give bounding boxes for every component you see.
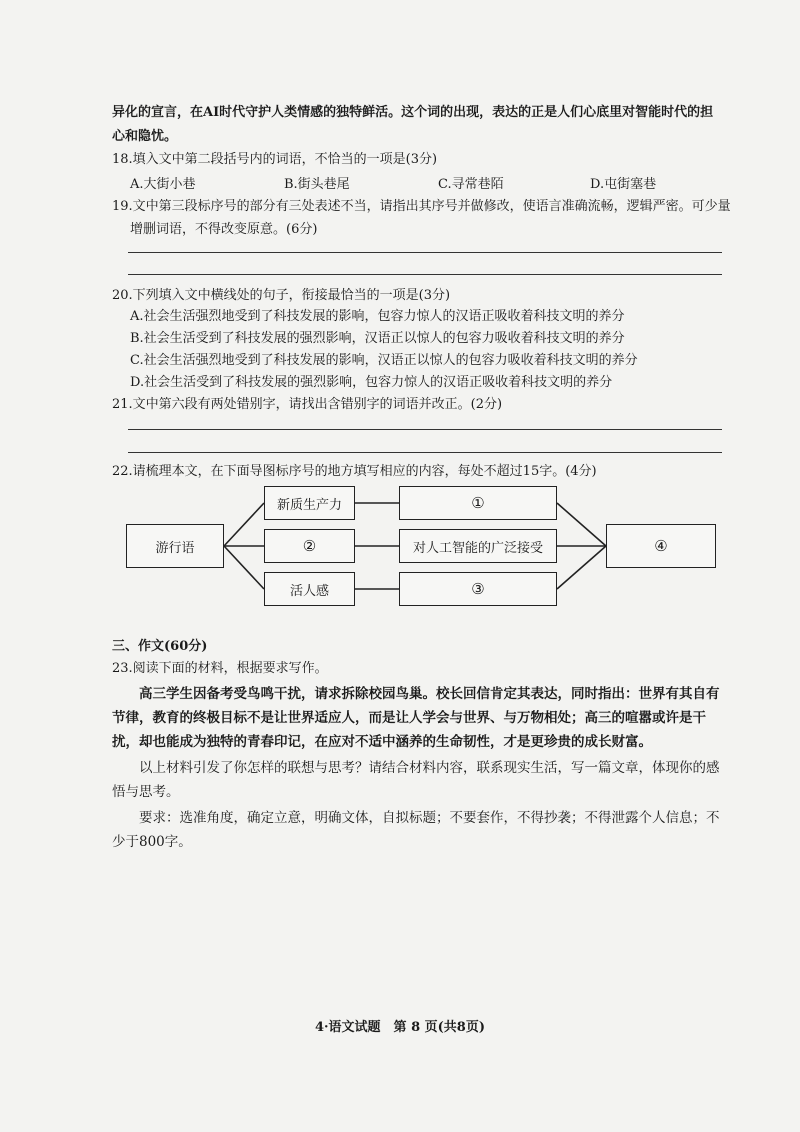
q18-option-c: C.寻常巷陌 bbox=[438, 177, 504, 192]
q23-prompt: 以上材料引发了你怎样的联想与思考？请结合材料内容，联系现实生活，写一篇文章，体现你的感悟与思考。 bbox=[112, 760, 720, 800]
diagram-root-box: 游行语 bbox=[126, 524, 224, 568]
page-footer: 4·语文试题 第 8 页(共8页) bbox=[314, 1020, 486, 1035]
section-3-heading: 三、作文(60分) bbox=[112, 639, 208, 654]
diagram-middle-box-2[interactable]: ② bbox=[264, 529, 355, 563]
q18-stem: 18.填入文中第二段括号内的词语，不恰当的一项是(3分) bbox=[112, 152, 438, 167]
q18-option-b: B.街头巷尾 bbox=[284, 177, 350, 192]
diagram-middle-box-3: 活人感 bbox=[264, 572, 355, 606]
intro-line-1: 异化的宣言，在AI时代守护人类情感的独特鲜活。这个词的出现，表达的正是人们心底里对智能时代的担 bbox=[112, 105, 714, 120]
q18-option-a: A.大街小巷 bbox=[130, 177, 196, 192]
q21-stem: 21.文中第六段有两处错别字，请找出含错别字的词语并改正。(2分) bbox=[112, 397, 503, 412]
q20-option-d: D.社会生活受到了科技发展的强烈影响，包容力惊人的汉语正吸收着科技文明的养分 bbox=[130, 375, 613, 390]
diagram-right-box-3[interactable]: ③ bbox=[399, 572, 557, 606]
q20-option-c: C.社会生活强烈地受到了科技发展的影响，汉语正以惊人的包容力吸收着科技文明的养分 bbox=[130, 353, 638, 368]
q19-line-2: 增删词语，不得改变原意。(6分) bbox=[130, 222, 318, 237]
q23-requirement: 要求：选准角度，确定立意，明确文体，自拟标题；不要套作，不得抄袭；不得泄露个人信息；不少于800字。 bbox=[112, 810, 720, 850]
diagram-right-box-1[interactable]: ① bbox=[399, 486, 557, 520]
q23-material: 高三学生因备考受鸟鸣干扰，请求拆除校园鸟巢。校长回信肯定其表达，同时指出：世界有其自有节律，教育的终极目标不是让世界适应人，而是让人学会与世界、与万物相处；高三的喧嚣或许是干扰，却也能成为独特的青春印记，在应对不适中涵养的生命韧性，才是更珍贵的成长财富。 bbox=[112, 686, 720, 750]
q23-stem: 23.阅读下面的材料，根据要求写作。 bbox=[112, 661, 328, 676]
diagram-final-box[interactable]: ④ bbox=[606, 524, 716, 568]
q19-line-1: 19.文中第三段标序号的部分有三处表述不当，请指出其序号并做修改，使语言准确流畅，逻辑严密。可少量 bbox=[112, 199, 731, 214]
q20-option-b: B.社会生活受到了科技发展的强烈影响，汉语正以惊人的包容力吸收着科技文明的养分 bbox=[130, 331, 625, 346]
intro-line-2: 心和隐忧。 bbox=[112, 129, 178, 144]
diagram-right-box-2: 对人工智能的广泛接受 bbox=[399, 529, 557, 563]
q22-stem: 22.请梳理本文，在下面导图标序号的地方填写相应的内容，每处不超过15字。(4分) bbox=[112, 464, 597, 479]
q18-option-d: D.屯街塞巷 bbox=[590, 177, 657, 192]
q20-stem: 20.下列填入文中横线处的句子，衔接最恰当的一项是(3分) bbox=[112, 288, 451, 303]
q20-option-a: A.社会生活强烈地受到了科技发展的影响，包容力惊人的汉语正吸收着科技文明的养分 bbox=[130, 309, 625, 324]
diagram-middle-box-1: 新质生产力 bbox=[264, 486, 355, 520]
